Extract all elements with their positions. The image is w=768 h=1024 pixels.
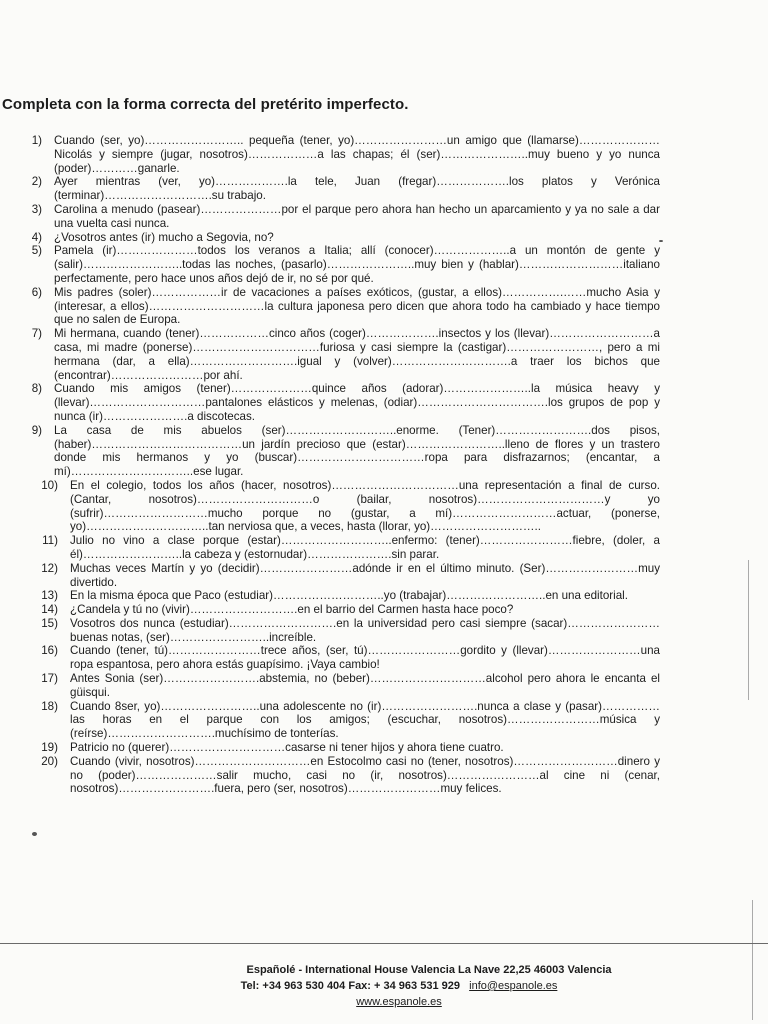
exercise-number: 9)	[31, 423, 42, 437]
footer-divider	[0, 943, 768, 944]
exercise-text: Cuando (vivir, nosotros)…………………………en Estocolmo casi no (tener, nosotros)………………………dinero y no (poder)…………………salir mucho, casi no (ir, nosotros)……………………al cine ni (cenar, nosotros)…………………….fuera, pero (ser, nosotros)……………………muy felices.	[70, 754, 660, 796]
exercise-text: Cuando (tener, tú)……………………trece años, (ser, tú)……………………gordito y (llevar)……………………una ropa espantosa, pero ahora estás guapísimo. ¡Vaya cambio!	[70, 644, 660, 672]
exercise-item	[20, 382, 660, 423]
exercise-number: 7)	[31, 327, 42, 341]
exercise-number: 19)	[41, 741, 58, 755]
exercise-item	[20, 589, 660, 603]
exercise-item	[20, 479, 660, 534]
exercise-text: Mis padres (soler)………………ir de vacaciones a países exóticos, (gustar, a ellos)…………….……mucho Asia y (interesar, a ellos)…………………………la cultura japonesa pero dicen que ahora todo ha cambiado y hace tiempo que no salen de Europa.	[54, 285, 660, 327]
exercise-number: 5)	[31, 244, 42, 258]
exercise-text: Muchas veces Martín y yo (decidir)……………………adónde ir en el último minuto. (Ser)……………………muy divertido.	[70, 561, 660, 589]
exercise-text: Cuando (ser, yo)…………………….. pequeña (tener, yo)……………………un amigo que (llamarse)…………………Nicolás y siempre (jugar, nosotros)………………a las chapas; él (ser)…………………..muy bueno y yo nunca (poder)…………ganarle.	[54, 134, 660, 175]
exercise-number: 13)	[41, 589, 58, 603]
exercise-item	[20, 424, 660, 479]
exercise-number: 11)	[42, 534, 58, 548]
exercise-item	[20, 755, 660, 796]
exercise-number: 15)	[41, 616, 58, 630]
exercise-text: En el colegio, todos los años (hacer, nosotros)……………………………una representación a final de curso. (Cantar, nosotros)…………………………o (bailar, nosotros)……………………………y yo (sufrir)………………………mucho porque no (gustar, a mí)………………………actuar, (ponerse, yo)…………………………..tan nerviosa que, a veces, hasta (llorar, yo)………………………..	[70, 478, 660, 534]
exercise-item	[20, 603, 660, 617]
exercise-number: 8)	[31, 382, 42, 396]
exercise-item	[20, 231, 660, 245]
exercise-number: 4)	[31, 230, 42, 244]
footer	[0, 962, 768, 1010]
footer-phone-fax: Tel: +34 963 530 404 Fax: + 34 963 531 929	[240, 980, 460, 992]
exercise-number: 18)	[41, 699, 58, 713]
footer-contact	[0, 978, 768, 994]
exercise-number: 14)	[41, 603, 58, 617]
exercise-text: Ayer mientras (ver, yo)……………….la tele, Juan (fregar)……………….los platos y Verónica (terminar)……………………….su trabajo.	[54, 175, 660, 203]
exercise-item	[20, 327, 660, 382]
exercise-text: Patricio no (querer)…………………………casarse ni tener hijos y ahora tiene cuatro.	[70, 741, 504, 755]
exercise-text: En la misma época que Paco (estudiar)………………………..yo (trabajar)……………………..en una editorial.	[70, 589, 628, 603]
exercise-text: Julio no vino a clase porque (estar)………………………..enfermo: (tener)……………………fiebre, (doler, a él)……………………..la cabeza y (estornudar)………………….sin parar.	[70, 534, 660, 561]
footer-address: Españolé - International House Valencia La Nave 22,25 46003 Valencia	[246, 964, 612, 976]
exercise-item	[20, 562, 660, 590]
exercise-item	[20, 203, 660, 231]
exercise-text: Vosotros dos nunca (estudiar)……………………….en la universidad pero casi siempre (sacar)……………………buenas notas, (ser)……………………..increíble.	[70, 616, 660, 644]
exercise-list	[20, 134, 660, 796]
exercise-item	[20, 534, 660, 562]
exercise-item	[20, 244, 660, 285]
exercise-text: La casa de mis abuelos (ser)………………………..enorme. (Tener)…………………….dos pisos, (haber)…………………………………un jardín precioso que (estar)……………………..lleno de flores y un trastero donde mis hermanos y yo (buscar)……………………………ropa para disfrazarnos; (encantar, a mí)…………………………..ese lugar.	[54, 423, 660, 479]
footer-website-link[interactable]: www.espanole.es	[356, 996, 442, 1008]
exercise-number: 20)	[41, 754, 58, 768]
footer-email-link[interactable]: info@espanole.es	[469, 980, 558, 992]
exercise-number: 10)	[41, 478, 58, 492]
exercise-item	[20, 617, 660, 645]
exercise-text: Cuando mis amigos (tener)…………………quince años (adorar)…………………..la música heavy y (llevar)…………………………pantalones elásticos y melenas, (odiar)…………………………….los grupos de pop y nunca (ir)………………….a discotecas.	[54, 382, 660, 423]
exercise-item	[20, 741, 660, 755]
exercise-number: 6)	[31, 285, 42, 299]
exercise-text: ¿Candela y tú no (vivir)……………………….en el barrio del Carmen hasta hace poco?	[70, 603, 514, 617]
scan-edge-mark	[748, 560, 749, 700]
exercise-number: 3)	[31, 202, 42, 216]
exercise-item	[20, 286, 660, 327]
exercise-number: 12)	[41, 561, 58, 575]
exercise-number: 17)	[41, 672, 58, 686]
page-title: Completa con la forma correcta del pretérito imperfecto.	[2, 96, 409, 113]
exercise-number: 16)	[41, 644, 58, 658]
exercise-text: ¿Vosotros antes (ir) mucho a Segovia, no?	[54, 230, 274, 244]
footer-web	[0, 994, 768, 1010]
exercise-item	[20, 134, 660, 175]
scan-dot	[32, 832, 37, 836]
exercise-item	[20, 644, 660, 672]
exercise-text: Mi hermana, cuando (tener)………………cinco años (coger)……………….insectos y los (llevar)………………………a casa, mi madre (ponerse)……………………………furiosa y casi siempre la (castigar)……………………, pero a mi hermana (dar, a ella)……………………….igual y (volver)………………………….a traer los bichos que (encontrar)……………………por ahí.	[54, 327, 660, 382]
exercise-number: 1)	[31, 134, 42, 147]
exercise-text: Cuando 8ser, yo)……………………..una adolescente no (ir)…………………….nunca a clase y (pasar)……………las horas en el parque con los amigos; (escuchar, nosotros)……………………música y (reírse)……………………….muchísimo de tonterías.	[70, 699, 660, 741]
exercise-number: 2)	[31, 175, 42, 189]
exercise-text: Carolina a menudo (pasear)…………………por el parque pero ahora han hecho un aparcamiento y ya no sale a dar una vuelta casi nunca.	[54, 202, 660, 230]
exercise-text: Antes Sonia (ser)…………………….abstemia, no (beber)…………………………alcohol pero ahora le encanta el güisqui.	[70, 672, 660, 699]
exercise-item	[20, 175, 660, 203]
exercise-item	[20, 672, 660, 700]
exercise-text: Pamela (ir)…………………todos los veranos a Italia; allí (conocer)………………..a un montón de gente y (salir)……………………..todas las noches, (pasarlo)…………………..muy bien y (hablar)………………………italiano perfectamente, pero hace unos años dejó de ir, no sé por qué.	[54, 244, 660, 285]
exercise-item	[20, 700, 660, 741]
